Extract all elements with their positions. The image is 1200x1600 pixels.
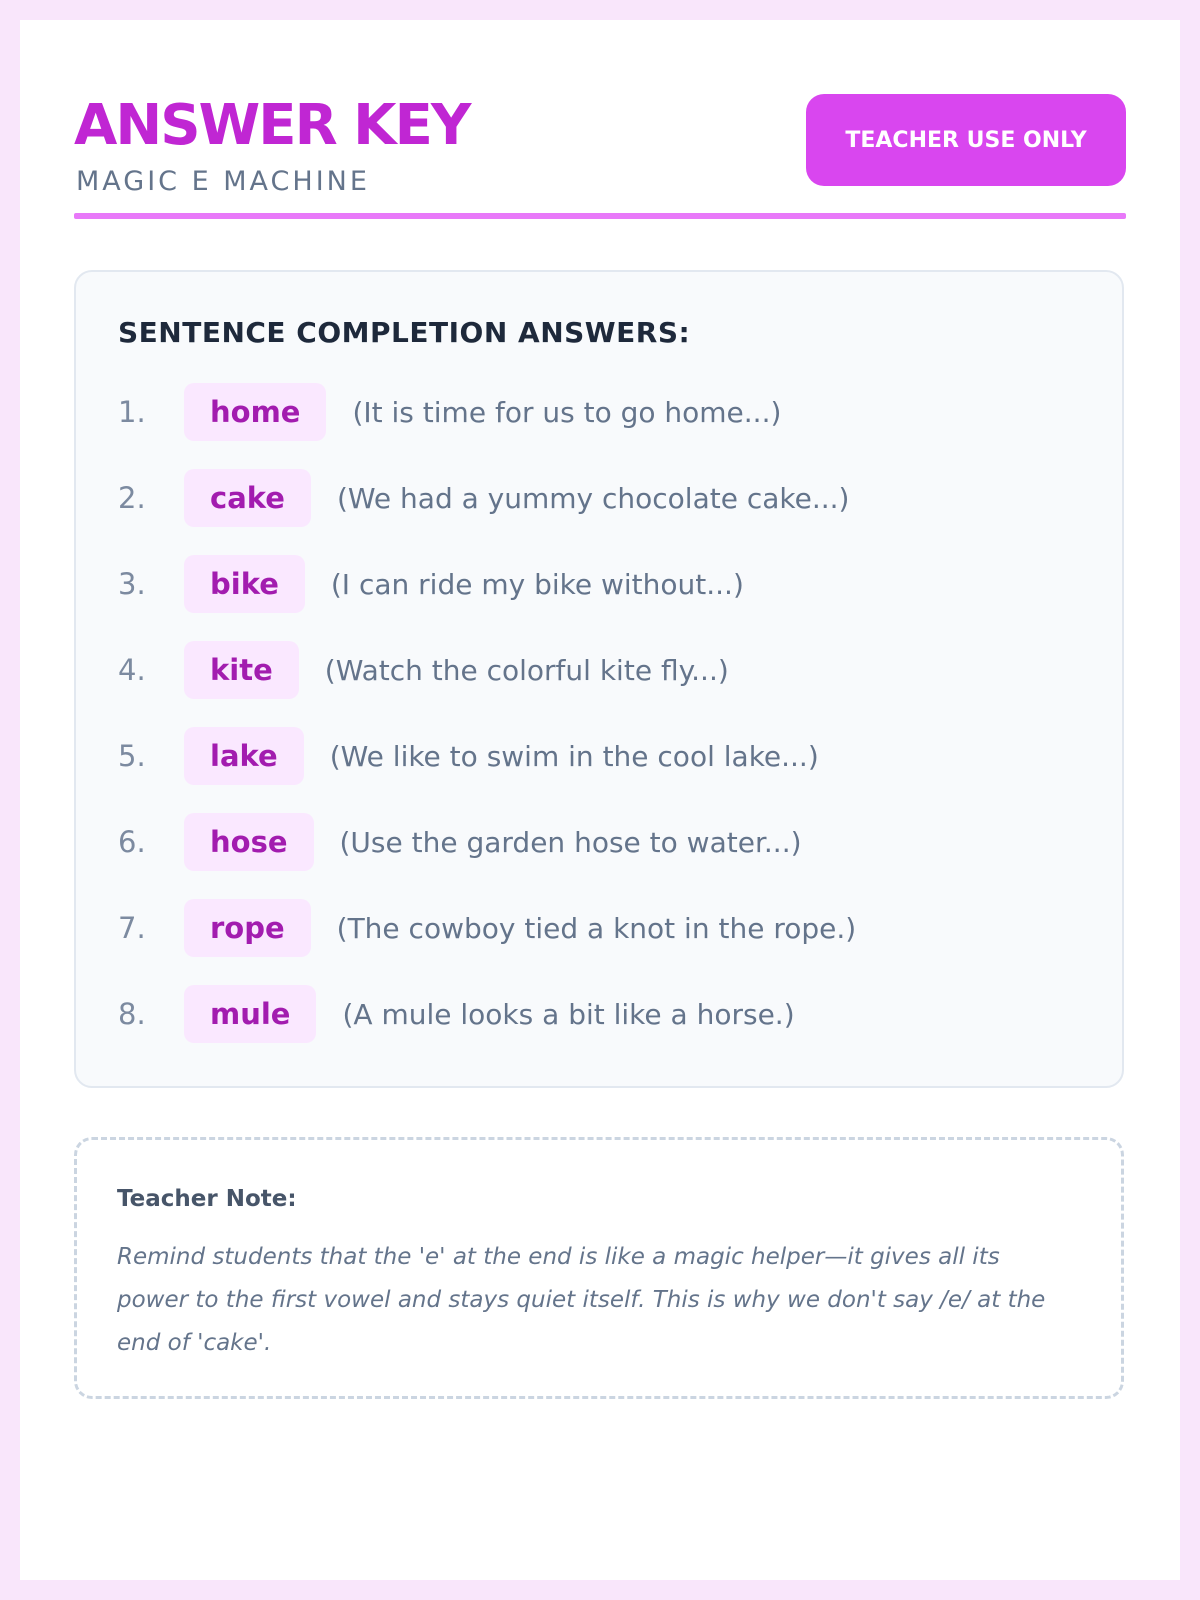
answers-panel <box>74 270 1124 1088</box>
answer-number: 3. <box>118 567 146 601</box>
answer-word: lake <box>184 727 304 785</box>
answer-row <box>118 812 802 872</box>
answer-word: kite <box>184 641 299 699</box>
answer-row <box>118 382 781 442</box>
answer-sentence: (A mule looks a bit like a horse.) <box>342 997 795 1031</box>
answer-number: 2. <box>118 481 146 515</box>
answer-sentence: (It is time for us to go home...) <box>352 395 782 429</box>
answer-row <box>118 468 849 528</box>
answer-word: hose <box>184 813 314 871</box>
answer-row <box>118 726 819 786</box>
teacher-note-text: Remind students that the 'e' at the end is like a magic helper—it gives all its power to the first vowel and stays quiet itself. This is why we don't say /e/ at the end of 'cake'. <box>117 1244 1046 1356</box>
answer-sentence: (We like to swim in the cool lake...) <box>329 739 819 773</box>
answer-row <box>118 984 795 1044</box>
teacher-note-title: Teacher Note: <box>117 1186 297 1212</box>
header-divider <box>74 213 1126 219</box>
answer-number: 4. <box>118 653 146 687</box>
answer-sentence: (I can ride my bike without...) <box>330 567 744 601</box>
answer-word: cake <box>184 469 311 527</box>
answer-number: 5. <box>118 739 146 773</box>
answer-number: 6. <box>118 825 146 859</box>
answers-heading: SENTENCE COMPLETION ANSWERS: <box>118 316 691 349</box>
answer-word: mule <box>184 985 316 1043</box>
teacher-note <box>74 1137 1124 1399</box>
answer-number: 7. <box>118 911 146 945</box>
answer-sentence: (Watch the colorful kite fly...) <box>324 653 729 687</box>
answer-sentence: (Use the garden hose to water...) <box>339 825 802 859</box>
answer-row <box>118 640 729 700</box>
page-title: ANSWER KEY <box>74 93 470 158</box>
answer-word: bike <box>184 555 305 613</box>
answer-number: 8. <box>118 997 146 1031</box>
teacher-use-only-badge: TEACHER USE ONLY <box>806 94 1126 186</box>
answer-row <box>118 554 744 614</box>
answer-sentence: (We had a yummy chocolate cake...) <box>336 481 850 515</box>
page-subtitle: MAGIC E MACHINE <box>76 166 370 197</box>
answer-word: home <box>184 383 326 441</box>
answer-sentence: (The cowboy tied a knot in the rope.) <box>336 911 857 945</box>
answer-row <box>118 898 856 958</box>
answer-word: rope <box>184 899 311 957</box>
answer-key-page <box>20 20 1180 1580</box>
answer-number: 1. <box>118 395 146 429</box>
